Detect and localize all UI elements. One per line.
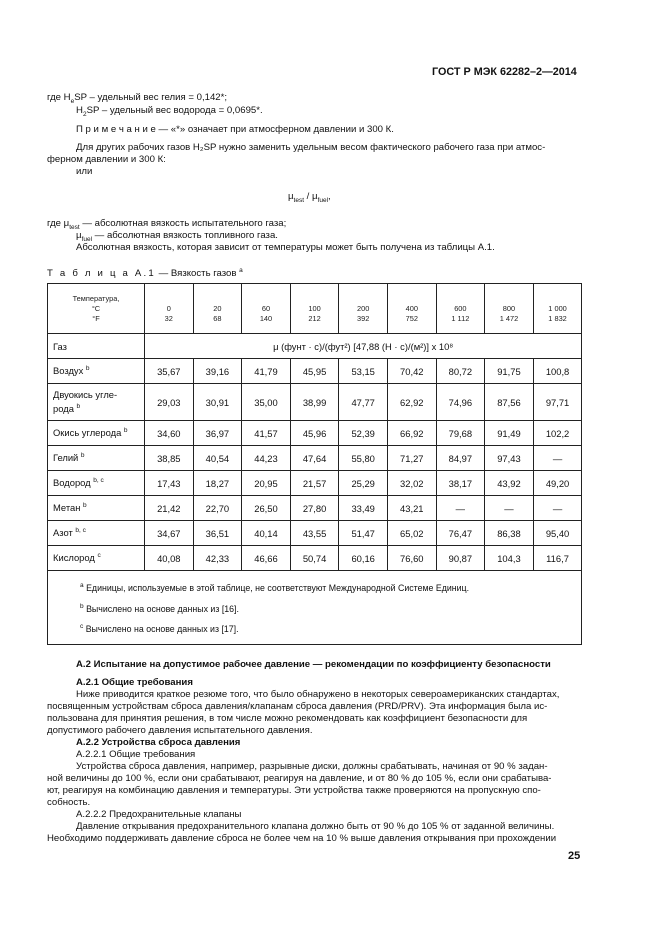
value-cell: 35,67 bbox=[145, 359, 194, 384]
a222-line: Необходимо поддерживать давление сброса не более чем на 10 % выше давления открывания при прохождении bbox=[47, 833, 557, 844]
footnote: $^a$ Единицы, используемые в этой таблице, не соответствуют Международной Системе Единиц. bbox=[80, 581, 470, 593]
a222-title: А.2.2.2 Предохранительные клапаны bbox=[76, 809, 242, 820]
value-cell: 52,39 bbox=[339, 421, 388, 446]
footnotes-cell bbox=[48, 571, 582, 645]
value-cell: 65,02 bbox=[387, 521, 436, 546]
standard-code: ГОСТ Р МЭК 62282–2—2014 bbox=[432, 66, 577, 78]
value-cell: 66,92 bbox=[387, 421, 436, 446]
a222-line: Давление открывания предохранительного клапана должно быть от 90 % до 105 % от заданной величины. bbox=[76, 821, 555, 832]
a221-line: Устройства сброса давления, например, разрывные диски, должны срабатывать, начиная от 90 % задан- bbox=[76, 761, 548, 772]
value-cell: 76,47 bbox=[436, 521, 485, 546]
value-cell: 35,00 bbox=[242, 384, 291, 421]
table-row bbox=[48, 471, 582, 496]
table-caption: Т а б л и ц а А.1 — Вязкость газов $^a$ bbox=[47, 267, 243, 280]
para1-line2: ферном давлении и 300 К: bbox=[47, 154, 166, 165]
para1-line1: Для других рабочих газов H₂SP нужно заменить удельным весом фактического рабочего газа при атмос- bbox=[76, 142, 546, 153]
value-cell: — bbox=[436, 496, 485, 521]
footnotes-row bbox=[48, 571, 582, 645]
value-cell: 55,80 bbox=[339, 446, 388, 471]
value-cell: 62,92 bbox=[387, 384, 436, 421]
value-cell: 20,95 bbox=[242, 471, 291, 496]
value-cell: 116,7 bbox=[533, 546, 582, 571]
value-cell: 86,38 bbox=[485, 521, 534, 546]
value-cell: 53,15 bbox=[339, 359, 388, 384]
value-cell: 87,56 bbox=[485, 384, 534, 421]
value-cell: 32,02 bbox=[387, 471, 436, 496]
note-line: П р и м е ч а н и е — «*» означает при атмосферном давлении и 300 К. bbox=[76, 124, 394, 135]
gas-name: Двуокись угле- рода $^b$ bbox=[48, 384, 145, 421]
hydrogen-line: $H_2SP$ – удельный вес водорода = 0,0695*. bbox=[76, 105, 263, 118]
value-cell: 18,27 bbox=[193, 471, 242, 496]
a221-line: ной величины до 100 %, если они срабатывают, реагируя на давление, и от 80 % до 105 %, если они срабатыва- bbox=[47, 773, 552, 784]
table-row bbox=[48, 359, 582, 384]
units-row bbox=[48, 334, 582, 359]
value-cell: 38,85 bbox=[145, 446, 194, 471]
value-cell: 46,66 bbox=[242, 546, 291, 571]
formula: $\mu_{test} / \mu_{fuel}$, bbox=[288, 191, 331, 204]
temp-cell: 400 752 bbox=[387, 284, 436, 334]
abs-viscosity-line: Абсолютная вязкость, которая зависит от температуры может быть получена из таблицы А.1. bbox=[76, 242, 495, 253]
value-cell: — bbox=[485, 496, 534, 521]
value-cell: 40,14 bbox=[242, 521, 291, 546]
value-cell: 97,43 bbox=[485, 446, 534, 471]
table-row bbox=[48, 421, 582, 446]
value-cell: 38,99 bbox=[290, 384, 339, 421]
value-cell: 80,72 bbox=[436, 359, 485, 384]
table-row bbox=[48, 446, 582, 471]
value-cell: 38,17 bbox=[436, 471, 485, 496]
value-cell: 34,67 bbox=[145, 521, 194, 546]
value-cell: 91,75 bbox=[485, 359, 534, 384]
a22-title: А.2.2 Устройства сброса давления bbox=[76, 737, 241, 748]
value-cell: 21,42 bbox=[145, 496, 194, 521]
temp-cell: 0 32 bbox=[145, 284, 194, 334]
value-cell: 41,79 bbox=[242, 359, 291, 384]
value-cell: 84,97 bbox=[436, 446, 485, 471]
where-test-line: где $\mu_{test}$ — абсолютная вязкость испытательного газа; bbox=[47, 218, 287, 231]
a21-line: Ниже приводится краткое резюме того, что было обнаружено в некоторых североамериканских стандартах, bbox=[76, 689, 560, 700]
temp-cell: 200 392 bbox=[339, 284, 388, 334]
gas-viscosity-table bbox=[47, 283, 582, 645]
gas-name: Воздух $^b$ bbox=[48, 359, 145, 384]
a21-title: А.2.1 Общие требования bbox=[76, 677, 193, 688]
value-cell: 47,77 bbox=[339, 384, 388, 421]
a21-line: пользована для принятия решения, в том числе можно рекомендовать как коэффициент безопасности для bbox=[47, 713, 528, 724]
value-cell: 74,96 bbox=[436, 384, 485, 421]
temperature-header-cell: Температура, °C °F bbox=[48, 284, 145, 334]
fuel-line: $\mu_{fuel}$ — абсолютная вязкость топливного газа. bbox=[76, 230, 278, 243]
a221-line: ют, реагируя на комбинацию давления и температуры. Эти устройства также проверяются на пропускную спо- bbox=[47, 785, 541, 796]
table-row bbox=[48, 384, 582, 421]
value-cell: 25,29 bbox=[339, 471, 388, 496]
value-cell: 36,51 bbox=[193, 521, 242, 546]
value-cell: 102,2 bbox=[533, 421, 582, 446]
table-row bbox=[48, 496, 582, 521]
value-cell: 76,60 bbox=[387, 546, 436, 571]
value-cell: 44,23 bbox=[242, 446, 291, 471]
gas-name: Кислород $^c$ bbox=[48, 546, 145, 571]
temp-cell: 600 1 112 bbox=[436, 284, 485, 334]
value-cell: 33,49 bbox=[339, 496, 388, 521]
value-cell: 90,87 bbox=[436, 546, 485, 571]
value-cell: 71,27 bbox=[387, 446, 436, 471]
value-cell: 21,57 bbox=[290, 471, 339, 496]
temp-cell: 60 140 bbox=[242, 284, 291, 334]
gas-name: Азот $^{b, c}$ bbox=[48, 521, 145, 546]
value-cell: 26,50 bbox=[242, 496, 291, 521]
gas-label: Газ bbox=[48, 334, 145, 359]
table-row bbox=[48, 521, 582, 546]
footnote: $^b$ Вычислено на основе данных из [16]. bbox=[80, 602, 239, 614]
value-cell: 41,57 bbox=[242, 421, 291, 446]
value-cell: 43,92 bbox=[485, 471, 534, 496]
value-cell: 45,95 bbox=[290, 359, 339, 384]
section-a2-title: А.2 Испытание на допустимое рабочее давление — рекомендации по коэффициенту безопасности bbox=[76, 659, 551, 670]
gas-name: Гелий $^b$ bbox=[48, 446, 145, 471]
temp-cell: 20 68 bbox=[193, 284, 242, 334]
value-cell: 39,16 bbox=[193, 359, 242, 384]
gas-name: Водород $^{b, c}$ bbox=[48, 471, 145, 496]
value-cell: — bbox=[533, 446, 582, 471]
value-cell: 34,60 bbox=[145, 421, 194, 446]
value-cell: 27,80 bbox=[290, 496, 339, 521]
a221-line: собность. bbox=[47, 797, 91, 808]
value-cell: 47,64 bbox=[290, 446, 339, 471]
a21-line: допустимого рабочего давления испытательного давления. bbox=[47, 725, 313, 736]
value-cell: 40,54 bbox=[193, 446, 242, 471]
value-cell: 95,40 bbox=[533, 521, 582, 546]
table-row bbox=[48, 546, 582, 571]
value-cell: 40,08 bbox=[145, 546, 194, 571]
value-cell: 43,55 bbox=[290, 521, 339, 546]
value-cell: 36,97 bbox=[193, 421, 242, 446]
page-number: 25 bbox=[568, 850, 581, 862]
footnote: $^c$ Вычислено на основе данных из [17]. bbox=[80, 623, 239, 635]
value-cell: 79,68 bbox=[436, 421, 485, 446]
gas-name: Метан $^b$ bbox=[48, 496, 145, 521]
value-cell: 51,47 bbox=[339, 521, 388, 546]
or-word: или bbox=[76, 166, 93, 177]
temp-cell: 1 000 1 832 bbox=[533, 284, 582, 334]
value-cell: 17,43 bbox=[145, 471, 194, 496]
value-cell: — bbox=[533, 496, 582, 521]
a21-line: посвященным устройствам сброса давления/клапанам сброса давления (PRD/PRV). Эта информация была ис- bbox=[47, 701, 548, 712]
a221-title: А.2.2.1 Общие требования bbox=[76, 749, 196, 760]
temp-cell: 100 212 bbox=[290, 284, 339, 334]
value-cell: 50,74 bbox=[290, 546, 339, 571]
helium-line: где $H_eSP$ – удельный вес гелия = 0,142*; bbox=[47, 92, 228, 105]
units-cell: μ (фунт · с)/(фут²) [47,88 (Н · с)/(м²)] x 10⁸ bbox=[145, 334, 582, 359]
value-cell: 91,49 bbox=[485, 421, 534, 446]
value-cell: 30,91 bbox=[193, 384, 242, 421]
value-cell: 97,71 bbox=[533, 384, 582, 421]
value-cell: 49,20 bbox=[533, 471, 582, 496]
value-cell: 42,33 bbox=[193, 546, 242, 571]
temp-cell: 800 1 472 bbox=[485, 284, 534, 334]
value-cell: 60,16 bbox=[339, 546, 388, 571]
value-cell: 104,3 bbox=[485, 546, 534, 571]
value-cell: 29,03 bbox=[145, 384, 194, 421]
value-cell: 43,21 bbox=[387, 496, 436, 521]
value-cell: 100,8 bbox=[533, 359, 582, 384]
gas-name: Окись углерода $^b$ bbox=[48, 421, 145, 446]
value-cell: 22,70 bbox=[193, 496, 242, 521]
temperature-header-row bbox=[48, 284, 582, 334]
value-cell: 70,42 bbox=[387, 359, 436, 384]
value-cell: 45,96 bbox=[290, 421, 339, 446]
